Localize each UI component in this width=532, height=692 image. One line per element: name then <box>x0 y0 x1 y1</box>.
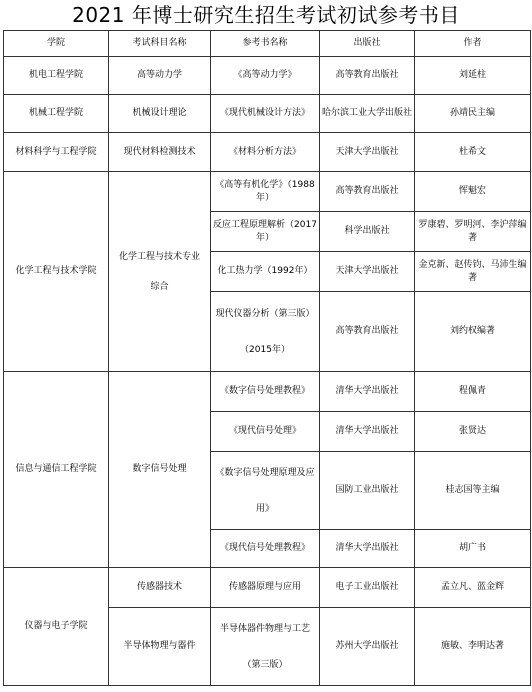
book-cell: 传感器原理与应用 <box>211 568 320 608</box>
subject-cell: 机械设计理论 <box>109 95 211 133</box>
author-cell: 罗康碧、罗明河、李沪萍编著 <box>415 212 531 252</box>
header-publisher: 出版社 <box>320 31 415 57</box>
subject-line: 化学工程与技术专业 <box>118 251 200 262</box>
publisher-cell: 高等教育出版社 <box>320 172 415 212</box>
author-cell: 金克新、赵传钧、马沛生编著 <box>415 252 531 292</box>
college-cell: 材料科学与工程学院 <box>4 133 109 172</box>
publisher-cell: 清华大学出版社 <box>320 530 415 568</box>
publisher-cell: 电子工业出版社 <box>320 568 415 608</box>
publisher-cell: 清华大学出版社 <box>320 372 415 412</box>
table-row <box>4 568 531 608</box>
author-cell: 孙靖民主编 <box>415 95 531 133</box>
subject-cell: 传感器技术 <box>109 568 211 608</box>
book-cell: 《现代信号处理》 <box>211 412 320 452</box>
college-cell: 仪器与电子学院 <box>4 568 109 686</box>
table-row <box>4 133 531 172</box>
author-cell: 桂志国等主编 <box>415 452 531 530</box>
author-cell: 杜希文 <box>415 133 531 172</box>
table-row <box>4 57 531 95</box>
subject-cell: 数字信号处理 <box>109 372 211 568</box>
header-college: 学院 <box>4 31 109 57</box>
book-line: （2015年） <box>240 344 290 355</box>
author-cell: 恽魁宏 <box>415 172 531 212</box>
publisher-cell: 清华大学出版社 <box>320 412 415 452</box>
book-cell: 《高等有机化学》（1988年） <box>211 172 320 212</box>
subject-cell <box>109 172 211 372</box>
table-row <box>4 372 531 412</box>
header-author: 作者 <box>415 31 531 57</box>
book-cell: 《现代机械设计方法》 <box>211 95 320 133</box>
publisher-cell: 高等教育出版社 <box>320 292 415 372</box>
header-book: 参考书名称 <box>211 31 320 57</box>
book-cell <box>211 452 320 530</box>
college-cell: 机电工程学院 <box>4 57 109 95</box>
author-cell: 施敏、李明达著 <box>415 608 531 686</box>
table-header-row <box>4 31 531 57</box>
subject-cell: 高等动力学 <box>109 57 211 95</box>
book-cell: 反应工程原理解析（2017年） <box>211 212 320 252</box>
book-cell <box>211 608 320 686</box>
college-cell: 机械工程学院 <box>4 95 109 133</box>
author-cell: 程佩青 <box>415 372 531 412</box>
author-cell: 刘延柱 <box>415 57 531 95</box>
college-cell: 信息与通信工程学院 <box>4 372 109 568</box>
book-cell: 《现代信号处理教程》 <box>211 530 320 568</box>
author-cell: 刘约权编著 <box>415 292 531 372</box>
reference-book-table <box>3 30 531 686</box>
book-cell: 《材料分析方法》 <box>211 133 320 172</box>
publisher-cell: 科学出版社 <box>320 212 415 252</box>
table-row <box>4 95 531 133</box>
book-cell: 《数字信号处理教程》 <box>211 372 320 412</box>
book-line: （第三版） <box>242 659 288 670</box>
table-row <box>4 172 531 212</box>
page-title: 2021 年博士研究生招生考试初试参考书目 <box>72 3 460 27</box>
book-line: 用》 <box>255 503 274 514</box>
book-cell: 化工热力学（1992年） <box>211 252 320 292</box>
publisher-cell: 国防工业出版社 <box>320 452 415 530</box>
publisher-cell: 哈尔滨工业大学出版社 <box>320 95 415 133</box>
author-cell: 胡广书 <box>415 530 531 568</box>
header-subject: 考试科目名称 <box>109 31 211 57</box>
book-cell: 《高等动力学》 <box>211 57 320 95</box>
publisher-cell: 高等教育出版社 <box>320 57 415 95</box>
publisher-cell: 苏州大学出版社 <box>320 608 415 686</box>
book-cell <box>211 292 320 372</box>
author-cell: 张贤达 <box>415 412 531 452</box>
author-cell: 孟立凡、蓝金辉 <box>415 568 531 608</box>
college-cell: 化学工程与技术学院 <box>4 172 109 372</box>
book-line: 半导体器件物理与工艺 <box>219 623 310 634</box>
book-line: 现代仪器分析（第三版） <box>215 308 315 319</box>
publisher-cell: 天津大学出版社 <box>320 252 415 292</box>
subject-cell: 半导体物理与器件 <box>109 608 211 686</box>
publisher-cell: 天津大学出版社 <box>320 133 415 172</box>
subject-cell: 现代材料检测技术 <box>109 133 211 172</box>
subject-line: 综合 <box>150 281 169 292</box>
book-line: 《数字信号处理原理及应 <box>215 467 315 478</box>
